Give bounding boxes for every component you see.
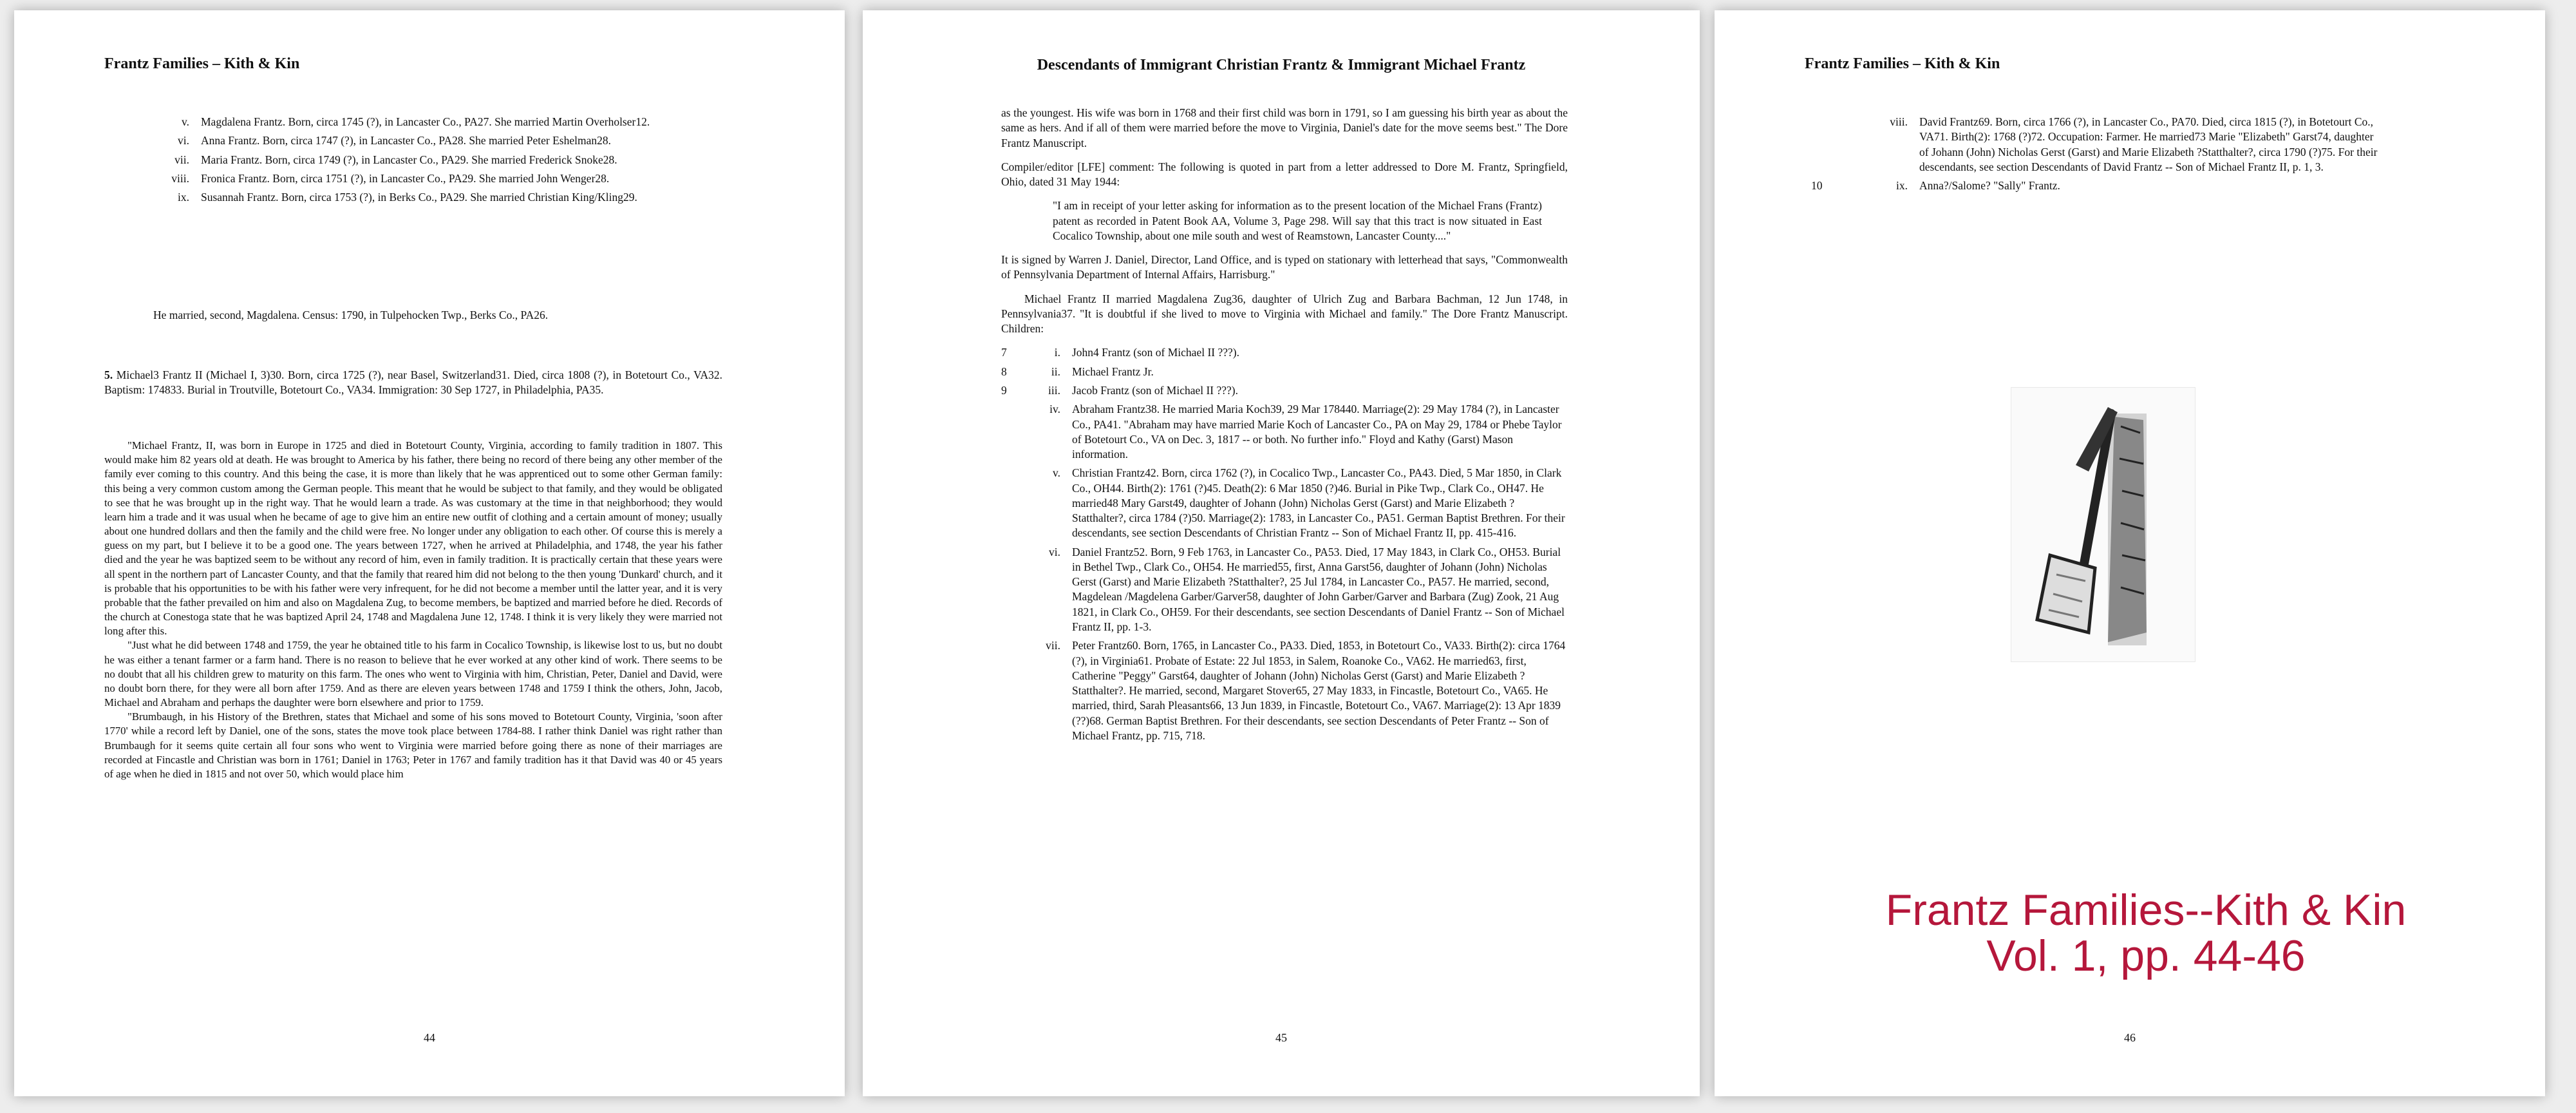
entry-number: 5. <box>104 368 113 381</box>
page-number: 45 <box>1275 1031 1287 1044</box>
entry-text: Michael3 Frantz II (Michael I, 3)30. Born, circa 1725 (?), near Basel, Switzerland31. Died, circa 1808 (?), in Botetourt Co., VA32. Baptism: 174833. Burial in Troutville, Botetourt Co., VA34. Immigration: 30 Sep 1727, in Philadelphia, PA35. <box>104 368 722 397</box>
list-item: 8 ii. Michael Frantz Jr. <box>1001 365 1154 378</box>
list-item: vii. Peter Frantz60. Born, 1765, in Lancaster Co., PA33. Died, 1853, in Botetourt Co., VA33. Birth(2): circa 1764 (?), in Virginia61. Probate of Estate: 22 Jul 1853, in Salem, Roanoke Co., VA62. He married63, first, Catherine "Peggy" Garst64, daughter of Johann (John) Nicholas Gerst (Garst) and Marie Elizabeth ?Statthalter?. He married, second, Margaret Stover65, 27 May 1833, in Fincastle, Botetourt Co., VA65. He married, third, Sarah Pleasants66, 13 Jun 1839, in Fincastle, Botetourt Co., VA67. Marriage(2): 13 Apr 1839 (??)68. German Baptist Brethren. For their descendants, see section Descendants of Peter Frantz -- Son of Michael Frantz, pp. 715, 718. <box>1046 639 1566 742</box>
list-item: viii. Fronica Frantz. Born, circa 1751 (?), in Lancaster Co., PA29. She married John Wenger28. <box>171 171 610 185</box>
running-header: Frantz Families – Kith & Kin <box>1805 55 2000 72</box>
list-item: 7 i. John4 Frantz (son of Michael II ???). <box>1001 346 1239 359</box>
list-item: vi. Anna Frantz. Born, circa 1747 (?), in Lancaster Co., PA28. She married Peter Eshelman28. <box>178 134 611 147</box>
page-44 <box>14 10 845 1096</box>
quote-block <box>104 439 722 781</box>
block-quote: "I am in receipt of your letter asking for information as to the present location of the Michael Frans (Frantz) patent as recorded in Patent Book AA, Volume 3, Page 298. Will say that this tract is now situated in East Cocalico Township, about one mile south and west of Reamstown, Lancaster County...." <box>1053 199 1542 242</box>
shovel-icon <box>2011 388 2195 661</box>
list-item: 9 iii. Jacob Frantz (son of Michael II ???). <box>1001 383 1239 397</box>
list-item: v. Magdalena Frantz. Born, circa 1745 (?), in Lancaster Co., PA27. She married Martin Overholser12. <box>182 115 650 128</box>
page-45 <box>863 10 1700 1096</box>
running-header: Frantz Families – Kith & Kin <box>104 55 300 72</box>
paragraph: Michael Frantz II married Magdalena Zug36, daughter of Ulrich Zug and Barbara Bachman, 12 Jun 1748, in Pennsylvania37. "It is doubtful if she lived to move to Virginia with Michael and family." The Dore Frantz Manuscript. Children: <box>1001 292 1568 336</box>
running-header: Descendants of Immigrant Christian Frantz & Immigrant Michael Frantz <box>1037 57 1526 73</box>
paragraph: "Brumbaugh, in his History of the Brethren, states that Michael and some of his sons moved to Botetourt County, Virginia, 'soon after 1770' while a record left by Daniel, one of the sons, states the move took place between 1784-88. I rather think Daniel was right rather than Brumbaugh for it seems quite certain all four sons who went to Virginia were married before going there as none of their marriages are recorded at Fincastle and Christian was born in 1761; Daniel in 1763; Peter in 1767 and family tradition has it that David was 40 or 45 years of age when he died in 1815 and not over 50, which would place him <box>104 710 722 780</box>
paragraph: "Just what he did between 1748 and 1759, the year he obtained title to his farm in Cocalico Township, is likewise lost to us, but no doubt he was either a tenant farmer or a farm hand. There is no reason to believe that he ever worked at any other kind of work. There seems to be no doubt that all his children grew to maturity on this farm. The ones who went to Virginia with him, Christian, Peter, Daniel and David, were no doubt born there, for they were all born after 1759. And as there are eleven years between 1748 and 1759 I think the others, John, Jacob, Michael and Abraham and perhaps the daughter were born elsewhere and prior to 1759. <box>104 639 722 709</box>
list-item: viii. David Frantz69. Born, circa 1766 (?), in Lancaster Co., PA70. Died, circa 1815 (?), in Botetourt Co., VA71. Birth(2): 1768 (?)72. Occupation: Farmer. He married73 Marie "Elizabeth" Garst74, daughter of Johann (John) Nicholas Gerst (Garst) and Marie Elizabeth ?Statthalter?, circa 1790 (?)75. For their descendants, see section Descendants of David Frantz -- Son of Michael Frantz II, p. 1, 3. <box>1890 115 2378 173</box>
page-body <box>1001 106 1568 747</box>
page-number: 44 <box>424 1031 435 1044</box>
paragraph: "Michael Frantz, II, was born in Europe in 1725 and died in Botetourt County, Virginia, according to family tradition in 1807. This would make him 82 years old at death. He was brought to America by his father, there being no record of there being any other member of the family ever coming to this country. And this being the case, it is more than likely that he was apprenticed out to some other German family: this being a very common custom among the German people. This meant that he would be subject to that family, and they would be obligated to see that he was brought up in the right way. That he would learn a trade. As was customary at the time in that neighborhood; they would learn him a trade and it was usual when he became of age to give him an entire new outfit of clothing and a certain amount of money; usually about one hundred dollars and then the family and the child were free. No longer under any obligation to each other. Of course this is merely a guess on my part, but I believe it to be a good one. The years between 1727, when he arrived at Philadelphia, and 1748, the year his father died and the year he was baptized seem to be without any record of him, even in family tradition. It is practically certain that these years were all spent in the northern part of Lancaster County, and that the family that reared him did not belong to the then young 'Dunkard' church, and it is probable that his opportunities to be with his father were very infrequent, for he did not become a member until the latter year, and it is very probable that the father prevailed on him and also on Magdalena Zug, to become members, be baptized and married before he died. Records of the church at Conestoga state that he was baptized April 24, 1748 and Magdalena June 12, 1748. I think it is very likely they were married not long after this. <box>104 439 722 638</box>
overlay-subtitle: Vol. 1, pp. 44-46 <box>1986 931 2306 981</box>
page-46 <box>1715 10 2545 1096</box>
shovel-illustration <box>2011 387 2195 662</box>
list-item: vii. Maria Frantz. Born, circa 1749 (?), in Lancaster Co., PA29. She married Frederick Snoke28. <box>174 153 617 166</box>
children-list <box>156 115 722 209</box>
overlay-title: Frantz Families--Kith & Kin <box>1885 886 2407 935</box>
children-list <box>1811 115 2378 197</box>
list-item: ix. Susannah Frantz. Born, circa 1753 (?), in Berks Co., PA29. She married Christian King/Kling29. <box>178 191 637 204</box>
list-item: iv. Abraham Frantz38. He married Maria Koch39, 29 Mar 178440. Marriage(2): 29 May 1784 (?), in Lancaster Co., PA41. "Abraham may have married Marie Koch of Lancaster Co., PA on May 29, 1784 or Phebe Taylor of Botetourt Co., VA on Dec. 3, 1817 -- or both. No further info." Floyd and Kathy (Garst) Mason information. <box>1049 403 1562 461</box>
paragraph: Compiler/editor [LFE] comment: The following is quoted in part from a letter addressed to Dore M. Frantz, Springfield, Ohio, dated 31 May 1944: <box>1001 160 1568 189</box>
married-second: He married, second, Magdalena. Census: 1790, in Tulpehocken Twp., Berks Co., PA26. <box>153 309 549 321</box>
list-item: 10 ix. Anna?/Salome? "Sally" Frantz. <box>1811 179 2060 193</box>
paragraph: as the youngest. His wife was born in 1768 and their first child was born in 1791, so I am guessing his birth year as about the same as hers. And if all of them were married before the move to Virginia, Daniel's date for the move seems best." The Dore Frantz Manuscript. <box>1001 106 1568 149</box>
list-item: vi. Daniel Frantz52. Born, 9 Feb 1763, in Lancaster Co., PA53. Died, 17 May 1843, in Clark Co., OH53. Burial in Bethel Twp., Clark Co., OH54. He married55, first, Anna Garst56, daughter of Johann (John) Nicholas Gerst (Garst) and Marie Elizabeth ?Statthalter?, 25 Jul 1784, in Lancaster Co., PA57. He married, second, Magdelean /Magdelena Garber/Garver58, daughter of John Garber/Garver and Barbara (Zug) Zook, 21 Aug 1821, in Clark Co., OH59. For their descendants, see section Descendants of Daniel Frantz -- Son of Michael Frantz II, pp. 1-3. <box>1049 545 1565 633</box>
paragraph: It is signed by Warren J. Daniel, Director, Land Office, and is typed on stationary with letterhead that says, "Commonwealth of Pennsylvania Department of Internal Affairs, Harrisburg." <box>1001 253 1568 281</box>
list-item: v. Christian Frantz42. Born, circa 1762 (?), in Cocalico Twp., Lancaster Co., PA43. Died, 5 Mar 1850, in Clark Co., OH44. Birth(2): 1761 (?)45. Death(2): 6 Mar 1850 (?)46. Burial in Pike Twp., Clark Co., OH47. He married48 Mary Garst49, daughter of Johann (John) Nicholas Gerst (Garst) and Marie Elizabeth ?Statthalter?, circa 1784 (?)50. Marriage(2): 1783, in Lancaster Co., PA51. German Baptist Brethren. For their descendants, see section Descendants of Christian Frantz -- Son of Michael Frantz II, pp. 415-416. <box>1053 466 1565 540</box>
page-number: 46 <box>2124 1031 2136 1044</box>
entry-5 <box>104 368 722 398</box>
collection-title <box>1818 888 2474 980</box>
